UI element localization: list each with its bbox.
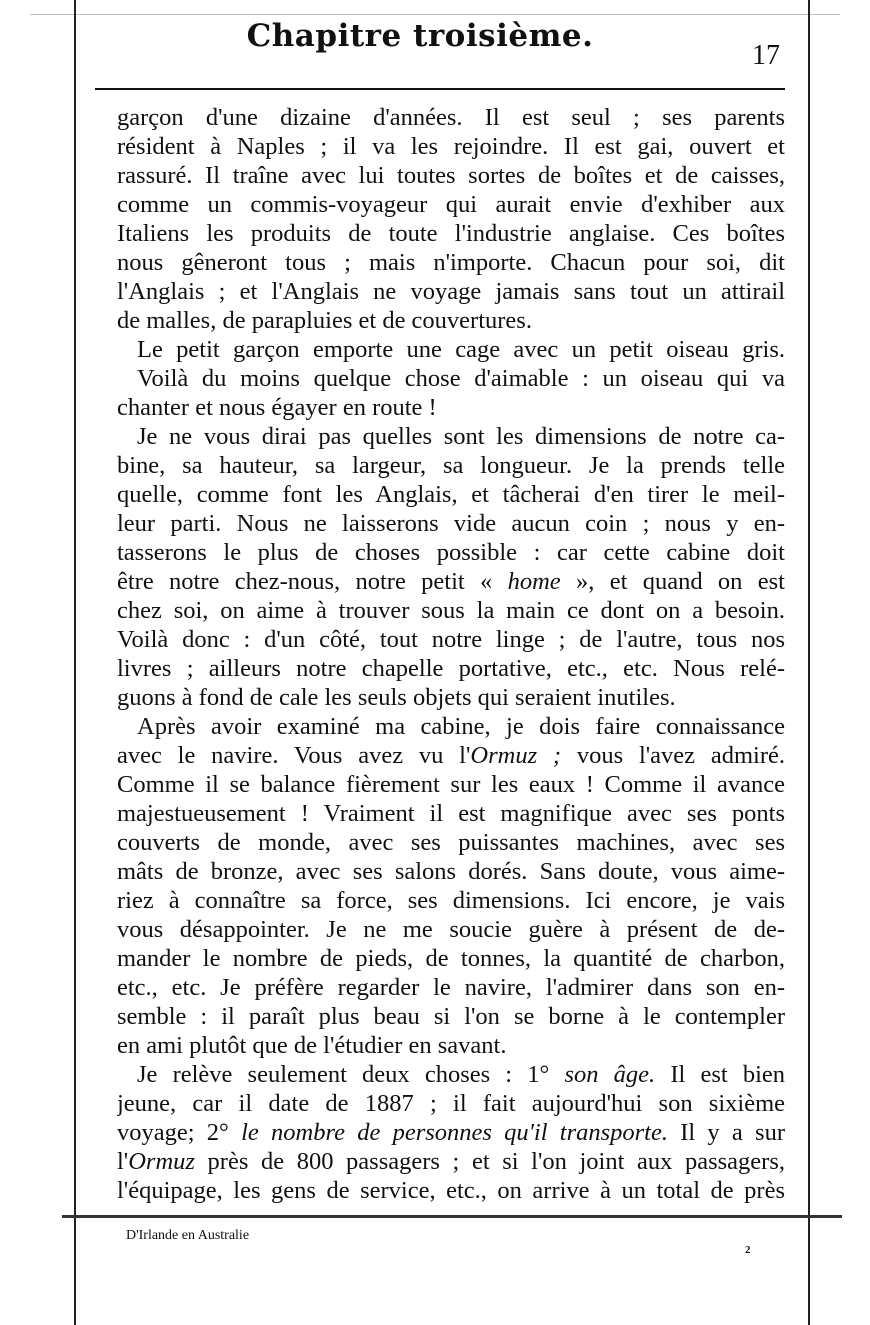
text-line [117,1118,785,1147]
text-segment: l' [117,1148,129,1175]
text-segment: Voilà du moins quelque chose d'aimable : un oiseau qui va [137,365,785,392]
text-segment: rassuré. Il traîne avec lui toutes sortes de boîtes et de caisses, [117,162,785,189]
text-segment: Il est bien [655,1061,785,1088]
text-segment: de malles, de parapluies et de couvertures. [117,307,532,334]
italic-text: son âge. [564,1061,656,1088]
text-line [117,886,785,915]
text-line [117,248,785,277]
text-line [117,741,785,770]
text-segment: l'Anglais ; et l'Anglais ne voyage jamais sans tout un attirail [117,278,785,305]
text-segment: Voilà donc : d'un côté, tout notre linge ; de l'autre, tous nos [117,626,785,653]
text-segment: livres ; ailleurs notre chapelle portative, etc., etc. Nous relé- [117,655,785,682]
text-segment: jeune, car il date de 1887 ; il fait aujourd'hui son sixième [117,1090,785,1117]
text-line [117,1147,785,1176]
text-line [117,567,785,596]
text-segment: chez soi, on aime à trouver sous la main ce dont on a besoin. [117,597,785,624]
body-text [117,103,785,1205]
text-line [117,1060,785,1089]
text-segment: majestueusement ! Vraiment il est magnifique avec ses ponts [117,800,785,827]
italic-text: Ormuz ; [470,742,562,769]
text-segment: en ami plutôt que de l'étudier en savant. [117,1032,507,1059]
text-line [117,190,785,219]
text-segment: vous l'avez admiré. [561,742,785,769]
italic-text: home [507,568,561,595]
left-margin-line [74,0,76,1325]
text-line [117,799,785,828]
text-segment: Italiens les produits de toute l'industrie anglaise. Ces boîtes [117,220,785,247]
text-line [117,915,785,944]
text-segment: Je ne vous dirai pas quelles sont les dimensions de notre ca- [137,423,785,450]
text-segment: l'équipage, les gens de service, etc., on arrive à un total de près [117,1177,785,1204]
text-line [117,161,785,190]
text-line [117,103,785,132]
text-line [117,770,785,799]
text-line [117,132,785,161]
text-segment: être notre chez-nous, notre petit « [117,568,508,595]
footer-rule [62,1215,842,1218]
text-segment: guons à fond de cale les seuls objets qui seraient inutiles. [117,684,676,711]
text-segment: Après avoir examiné ma cabine, je dois faire connaissance [137,713,785,740]
text-segment: tasserons le plus de choses possible : car cette cabine doit [117,539,785,566]
scan-top-edge [30,14,840,15]
text-segment: voyage; 2° [117,1119,242,1146]
footer-book-title: D'Irlande en Australie [126,1228,250,1243]
text-line [117,596,785,625]
text-line [117,1176,785,1205]
text-segment: semble : il paraît plus beau si l'on se borne à le contempler [117,1003,785,1030]
chapter-title: Chapitre troisième. [246,18,594,54]
text-segment: nous gêneront tous ; mais n'importe. Chacun pour soi, dit [117,249,785,276]
text-segment: riez à connaître sa force, ses dimensions. Ici encore, je vais [117,887,785,914]
text-segment: chanter et nous égayer en route ! [117,394,437,421]
text-segment: », et quand on est [560,568,785,595]
text-line [117,625,785,654]
italic-text: Ormuz [128,1148,195,1175]
text-line [117,538,785,567]
text-segment: mâts de bronze, avec ses salons dorés. Sans doute, vous aime- [117,858,785,885]
italic-text: le nombre de personnes qu'il transporte. [241,1119,668,1146]
text-segment: garçon d'une dizaine d'années. Il est seul ; ses parents [117,104,785,131]
text-segment: quelle, comme font les Anglais, et tâcherai d'en tirer le meil- [117,481,785,508]
text-segment: bine, sa hauteur, sa largeur, sa longueur. Je la prends telle [117,452,785,479]
page-number: 17 [752,40,780,71]
text-segment: vous désappointer. Je ne me soucie guère à présent de de- [117,916,785,943]
text-line [117,306,785,335]
text-line [117,712,785,741]
text-line [117,422,785,451]
text-line [117,1002,785,1031]
header-rule [95,88,785,90]
text-line [117,393,785,422]
text-segment: Je relève seulement deux choses : 1° [137,1061,565,1088]
text-segment: Comme il se balance fièrement sur les eaux ! Comme il avance [117,771,785,798]
text-line [117,944,785,973]
text-line [117,277,785,306]
text-line [117,973,785,1002]
text-line [117,219,785,248]
text-segment: Le petit garçon emporte une cage avec un petit oiseau gris. [137,336,785,363]
text-segment: leur parti. Nous ne laisserons vide aucun coin ; nous y en- [117,510,785,537]
text-segment: près de 800 passagers ; et si l'on joint aux passagers, [194,1148,785,1175]
text-line [117,480,785,509]
text-segment: avec le navire. Vous avez vu l' [117,742,471,769]
text-line [117,1031,785,1060]
text-segment: mander le nombre de pieds, de tonnes, la quantité de charbon, [117,945,785,972]
text-line [117,683,785,712]
signature-mark: 2 [745,1244,751,1256]
text-segment: couverts de monde, avec ses puissantes machines, avec ses [117,829,785,856]
text-line [117,857,785,886]
text-segment: comme un commis-voyageur qui aurait envie d'exhiber aux [117,191,785,218]
text-line [117,828,785,857]
text-line [117,1089,785,1118]
text-line [117,509,785,538]
text-line [117,335,785,364]
right-margin-line [808,0,810,1325]
text-segment: Il y a sur [667,1119,785,1146]
text-segment: résident à Naples ; il va les rejoindre. Il est gai, ouvert et [117,133,785,160]
text-line [117,451,785,480]
text-segment: etc., etc. Je préfère regarder le navire, l'admirer dans son en- [117,974,785,1001]
text-line [117,654,785,683]
text-line [117,364,785,393]
